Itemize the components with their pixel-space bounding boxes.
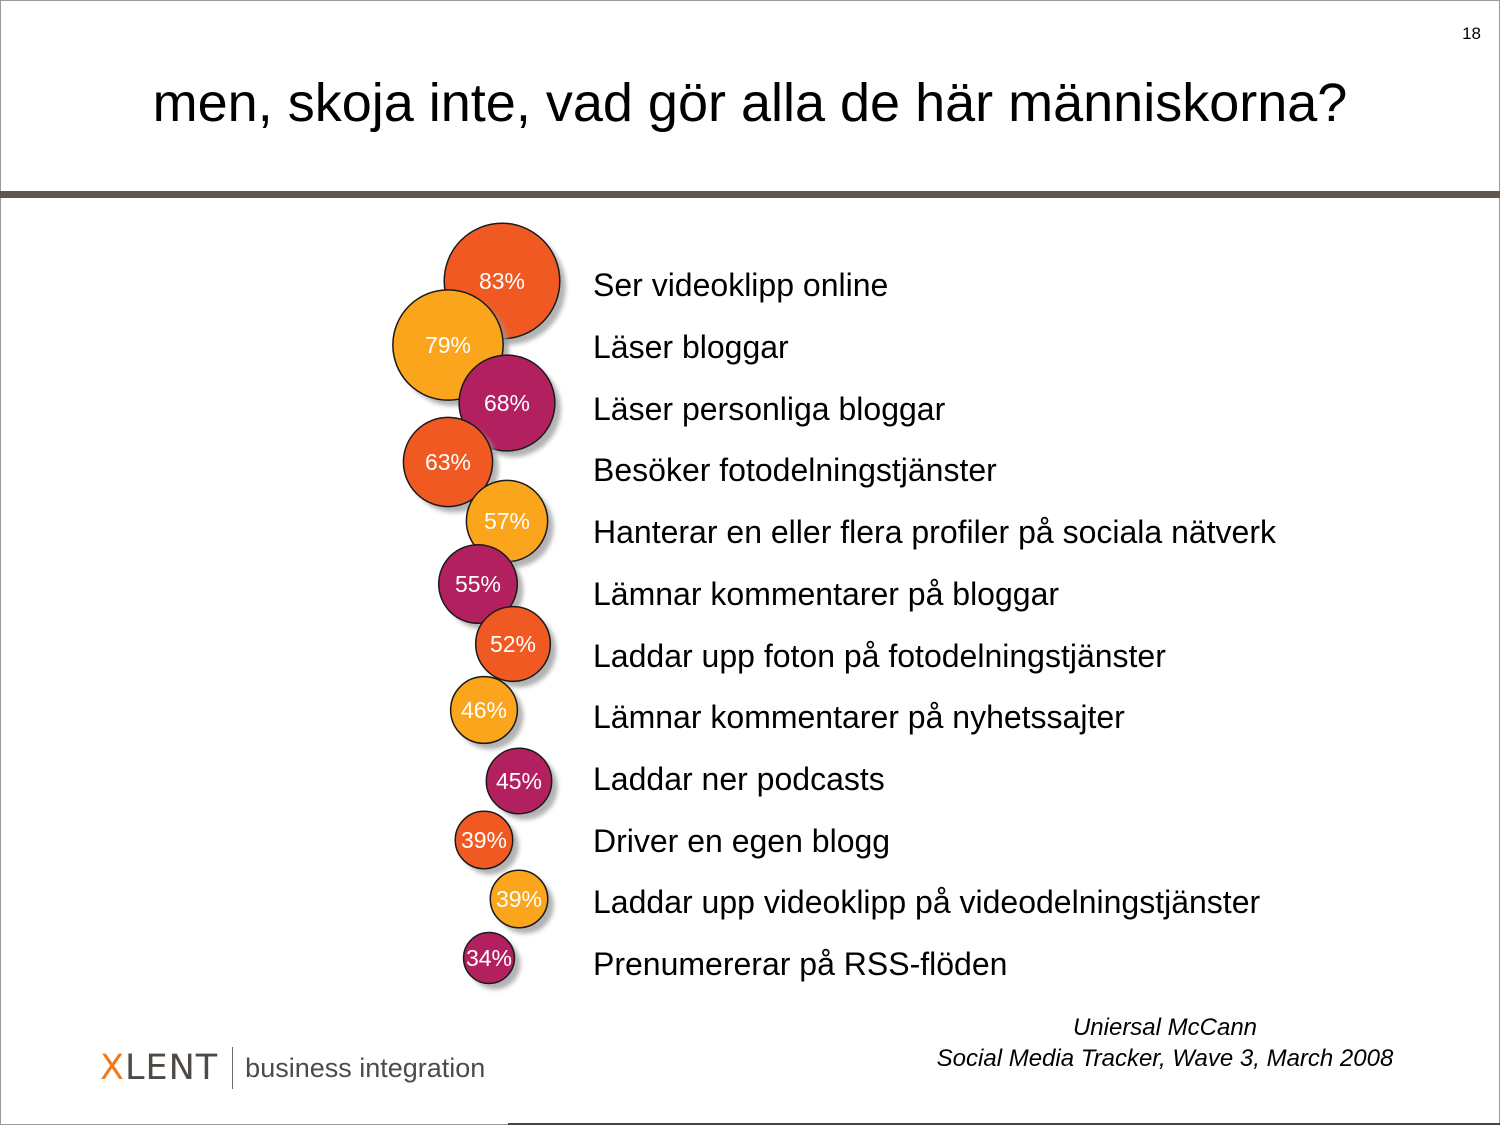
bubble-10 — [455, 811, 518, 874]
category-label: Laddar ner podcasts — [593, 761, 885, 797]
logo-x-glyph: X — [100, 1048, 125, 1088]
bubble-12 — [464, 933, 521, 990]
bubble-value-label: 34% — [465, 945, 513, 971]
bubble-group — [393, 223, 566, 989]
category-label: Läser personliga bloggar — [593, 391, 946, 427]
category-label: Lämnar kommentarer på bloggar — [593, 576, 1060, 612]
bubble-value-label: 83% — [478, 268, 526, 294]
company-logo — [100, 1046, 485, 1090]
slide-title: men, skoja inte, vad gör alla de här människorna? — [152, 73, 1348, 133]
logo-brand — [100, 1048, 218, 1088]
category-label: Laddar upp foton på fotodelningstjänster — [593, 638, 1166, 674]
bubble-11 — [490, 870, 553, 933]
category-label: Driver en egen blogg — [593, 823, 891, 859]
category-label: Besöker fotodelningstjänster — [593, 452, 997, 488]
category-label: Hanterar en eller flera profiler på sociala nätverk — [593, 514, 1276, 550]
source-line-2: Social Media Tracker, Wave 3, March 2008 — [936, 1045, 1394, 1072]
bubble-9 — [486, 748, 557, 819]
category-label: Ser videoklipp online — [593, 267, 889, 303]
bubble-value-label: 52% — [489, 631, 537, 657]
bubble-value-label: 63% — [424, 449, 472, 475]
bubble-value-label: 68% — [483, 390, 531, 416]
category-label: Laddar upp videoklipp på videodelningstjänster — [593, 884, 1261, 920]
bubble-value-label: 39% — [460, 827, 508, 853]
bubble-value-label: 45% — [495, 768, 543, 794]
bubble-value-label: 39% — [495, 886, 543, 912]
bubble-value-label: 46% — [460, 697, 508, 723]
category-label: Lämnar kommentarer på nyhetssajter — [593, 699, 1125, 735]
bubble-value-label: 57% — [483, 508, 531, 534]
logo-brand-rest: LENT — [124, 1048, 219, 1088]
category-label: Prenumererar på RSS-flöden — [593, 946, 1008, 982]
bubble-7 — [476, 607, 557, 688]
bubble-8 — [451, 677, 524, 750]
bubble-value-label: 55% — [454, 571, 502, 597]
category-label: Läser bloggar — [593, 329, 789, 365]
logo-tagline: business integration — [245, 1052, 486, 1083]
page-number: 18 — [1462, 24, 1481, 43]
category-labels — [593, 267, 1277, 982]
source-line-1: Uniersal McCann — [1072, 1014, 1258, 1041]
bubble-value-label: 79% — [424, 332, 472, 358]
logo-divider — [232, 1047, 233, 1089]
